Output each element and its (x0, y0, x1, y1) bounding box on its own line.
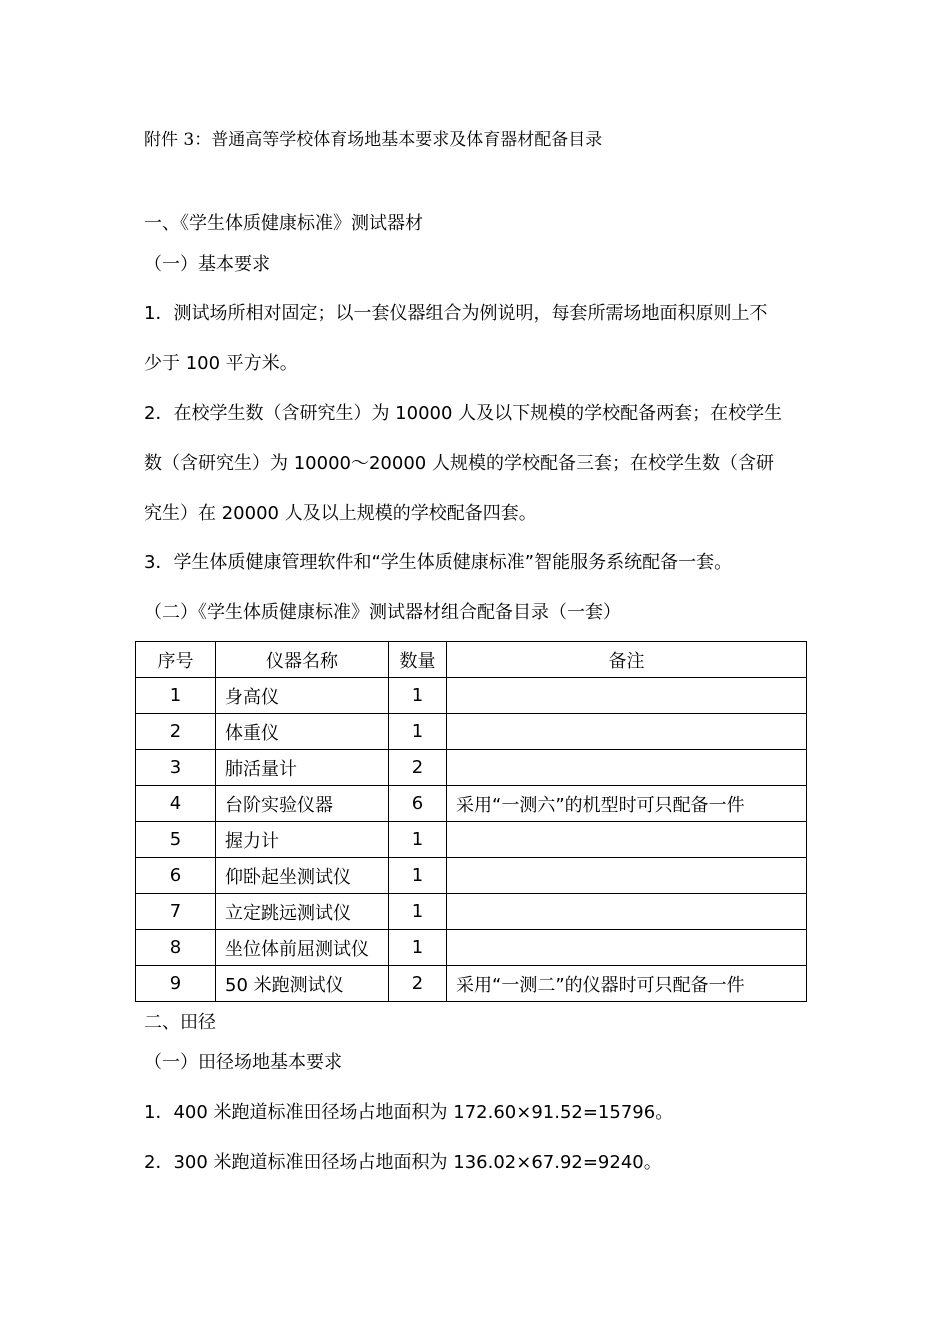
cell-qty: 2 (389, 750, 447, 786)
cell-name: 仰卧起坐测试仪 (216, 858, 389, 894)
section-heading-2: 二、田径 (144, 1012, 216, 1033)
paragraph-2-line-3: 究生）在 20000 人及以上规模的学校配备四套。 (144, 503, 537, 524)
cell-name: 肺活量计 (216, 750, 389, 786)
header-note: 备注 (447, 642, 807, 678)
cell-note (447, 678, 807, 714)
subsection-heading-catalog: （二）《学生体质健康标准》测试器材组合配备目录（一套） (144, 602, 621, 623)
cell-note (447, 894, 807, 930)
document-title: 附件 3：普通高等学校体育场地基本要求及体育器材配备目录 (144, 130, 603, 150)
cell-name: 台阶实验仪器 (216, 786, 389, 822)
cell-no: 5 (136, 822, 216, 858)
paragraph-3: 3．学生体质健康管理软件和“学生体质健康标准”智能服务系统配备一套。 (144, 552, 733, 573)
table-row (136, 894, 807, 930)
table-row (136, 750, 807, 786)
track-area-400m: 1．400 米跑道标准田径场占地面积为 172.60×91.52=15796。 (144, 1102, 674, 1123)
cell-no: 9 (136, 966, 216, 1002)
header-qty: 数量 (389, 642, 447, 678)
cell-note (447, 714, 807, 750)
cell-note: 采用“一测六”的机型时可只配备一件 (447, 786, 807, 822)
cell-qty: 1 (389, 822, 447, 858)
cell-note: 采用“一测二”的仪器时可只配备一件 (447, 966, 807, 1002)
cell-qty: 1 (389, 858, 447, 894)
paragraph-1-line-2: 少于 100 平方米。 (144, 353, 298, 374)
cell-qty: 1 (389, 930, 447, 966)
table-row (136, 966, 807, 1002)
cell-qty: 1 (389, 894, 447, 930)
subsection-heading-track: （一）田径场地基本要求 (144, 1052, 342, 1073)
table-row (136, 786, 807, 822)
cell-no: 2 (136, 714, 216, 750)
table-header-row (136, 642, 807, 678)
cell-note (447, 858, 807, 894)
equipment-table (135, 641, 807, 1002)
header-name: 仪器名称 (216, 642, 389, 678)
cell-no: 4 (136, 786, 216, 822)
cell-qty: 2 (389, 966, 447, 1002)
cell-no: 7 (136, 894, 216, 930)
cell-no: 8 (136, 930, 216, 966)
cell-qty: 1 (389, 714, 447, 750)
cell-name: 身高仪 (216, 678, 389, 714)
cell-qty: 6 (389, 786, 447, 822)
cell-qty: 1 (389, 678, 447, 714)
cell-name: 体重仪 (216, 714, 389, 750)
paragraph-1-line-1: 1．测试场所相对固定；以一套仪器组合为例说明，每套所需场地面积原则上不 (144, 303, 768, 324)
cell-no: 3 (136, 750, 216, 786)
cell-note (447, 930, 807, 966)
table-row (136, 930, 807, 966)
cell-name: 坐位体前屈测试仪 (216, 930, 389, 966)
cell-name: 握力计 (216, 822, 389, 858)
cell-name: 立定跳远测试仪 (216, 894, 389, 930)
section-heading-1: 一、《学生体质健康标准》测试器材 (144, 213, 423, 234)
cell-no: 1 (136, 678, 216, 714)
cell-note (447, 750, 807, 786)
paragraph-2-line-1: 2．在校学生数（含研究生）为 10000 人及以下规模的学校配备两套；在校学生 (144, 403, 783, 424)
table-row (136, 678, 807, 714)
paragraph-2-line-2: 数（含研究生）为 10000～20000 人规模的学校配备三套；在校学生数（含研 (144, 453, 774, 474)
cell-no: 6 (136, 858, 216, 894)
header-no: 序号 (136, 642, 216, 678)
cell-name: 50 米跑测试仪 (216, 966, 389, 1002)
subsection-heading-basic: （一）基本要求 (144, 254, 270, 275)
table-row (136, 714, 807, 750)
cell-note (447, 822, 807, 858)
track-area-300m: 2．300 米跑道标准田径场占地面积为 136.02×67.92=9240。 (144, 1152, 662, 1173)
table-row (136, 822, 807, 858)
table-row (136, 858, 807, 894)
